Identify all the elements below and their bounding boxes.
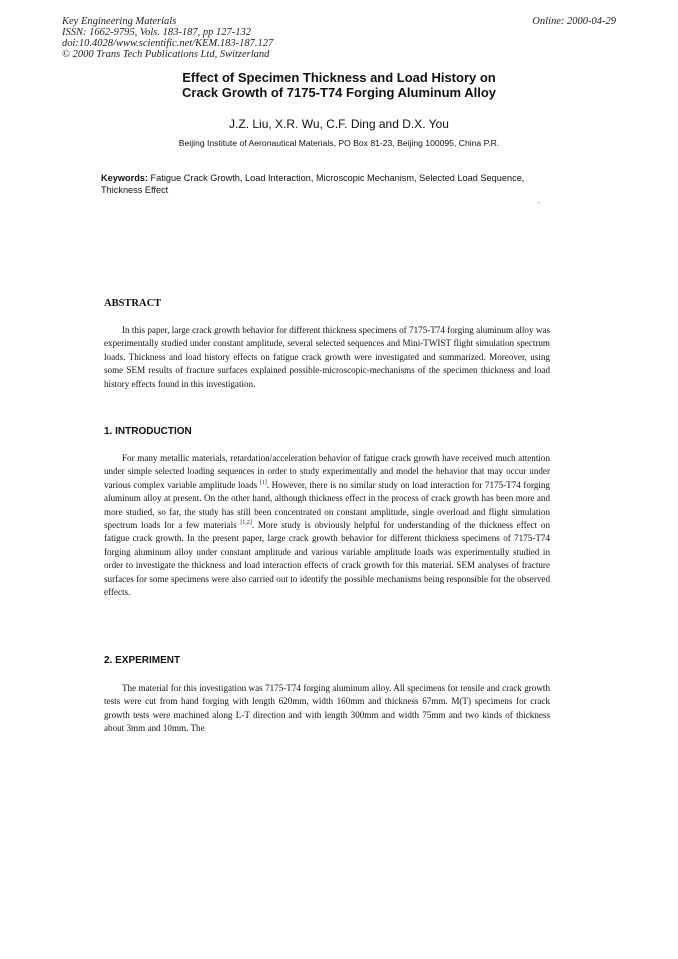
intro-part-2: . However, there is no similar study on load interaction for 7175-T74 forging aluminum alloy at present. On the other hand, although thickness effect in the process of crack growth has been more and more studied, so far, the study has still been concentrated on constant amplitude, single overload and flight simulation spectrum loads for a few materials bbox=[104, 479, 550, 531]
journal-name: Key Engineering Materials bbox=[62, 16, 177, 27]
issn-line: ISSN: 1662-9795, Vols. 183-187, pp 127-132 bbox=[62, 27, 251, 38]
intro-part-1: For many metallic materials, retardation/acceleration behavior of fatigue crack growth have received much attention under simple selected loading sequences in order to study experimentally and model the behavior that may occur under various complex variable amplitude loads bbox=[104, 453, 550, 490]
stray-mark bbox=[538, 202, 540, 203]
introduction-heading: 1. INTRODUCTION bbox=[104, 426, 192, 437]
keywords-text: Fatigue Crack Growth, Load Interaction, Microscopic Mechanism, Selected Load Sequence, Thickness Effect bbox=[101, 173, 525, 195]
affiliation: Beijing Institute of Aeronautical Materials, PO Box 81-23, Beijing 100095, China P.R. bbox=[178, 138, 500, 148]
experiment-text: The material for this investigation was 7175-T74 forging aluminum alloy. All specimens for tensile and crack growth tests were cut from hand forging with length 620mm, width 160mm and thickness 67mm. M(T) specimens for crack growth tests were machined along L-T direction and with length 300mm and width 75mm and two kinds of thickness about 3mm and 10mm. The bbox=[104, 683, 550, 734]
title-line-2: Crack Growth of 7175-T74 Forging Aluminum Alloy bbox=[182, 85, 496, 100]
introduction-text bbox=[104, 452, 550, 599]
citation-2: [1,2] bbox=[240, 520, 252, 526]
citation-1: [1] bbox=[259, 479, 267, 486]
keywords-label: Keywords: bbox=[101, 173, 148, 183]
abstract-text: In this paper, large crack growth behavior for different thickness specimens of 7175-T74 forging aluminum alloy was experimentally studied under constant amplitude, several selected sequences and Mini-TWIST flight simulation spectrum loads. Thickness and load history effects on fatigue crack growth were investigated and summarized. Moreover, using some SEM results of fracture surfaces explained possible-microscopic-mechanisms of the specimen thickness and load history effects found in this investigation. bbox=[104, 325, 550, 389]
experiment-heading: 2. EXPERIMENT bbox=[104, 655, 181, 666]
paper-title bbox=[80, 70, 598, 100]
authors: J.Z. Liu, X.R. Wu, C.F. Ding and D.X. You bbox=[229, 117, 449, 131]
doi-line: doi:10.4028/www.scientific.net/KEM.183-187.127 bbox=[62, 38, 274, 49]
abstract-heading: ABSTRACT bbox=[104, 298, 162, 309]
title-line-1: Effect of Specimen Thickness and Load History on bbox=[182, 70, 496, 85]
online-date: Online: 2000-04-29 bbox=[532, 16, 616, 27]
intro-part-3: . More study is obviously helpful for understanding of the thickness effect on fatigue crack growth. In the present paper, large crack growth behavior for different thickness specimens of 7175-T74 forging aluminum alloy under constant amplitude and various variable amplitude loads was experimentally studied in order to investigate the thickness and load interaction effects of crack growth for this material. SEM analyses of fracture surfaces for some specimens were also carried out to identify the possible mechanisms being responsible for the observed effects. bbox=[104, 520, 551, 598]
keywords bbox=[101, 172, 541, 196]
copyright-line: © 2000 Trans Tech Publications Ltd, Switzerland bbox=[62, 49, 270, 60]
journal-header bbox=[62, 16, 382, 60]
